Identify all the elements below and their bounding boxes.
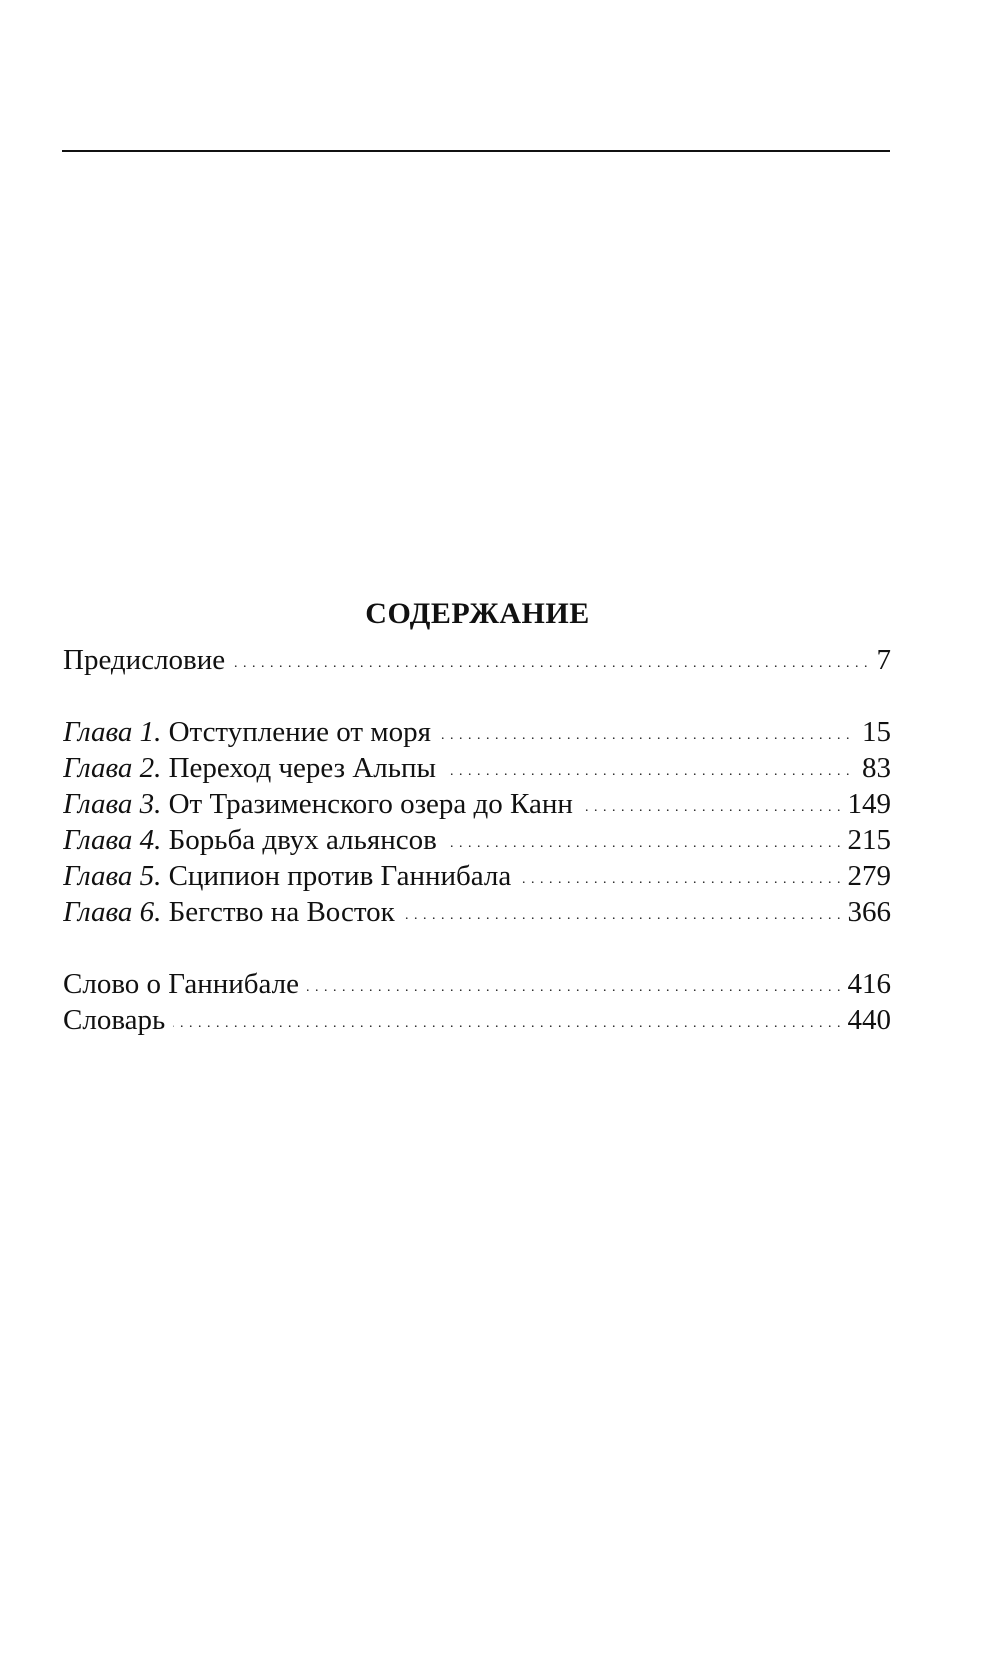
- toc-entry-label: Глава 6. Бегство на Восток: [63, 896, 403, 928]
- chapter-prefix: Глава 3.: [63, 788, 162, 820]
- toc-entry-label: Слово о Ганнибале: [63, 968, 307, 1000]
- toc-entry-chapter-1[interactable]: [63, 714, 891, 750]
- toc-entry-afterword[interactable]: [63, 966, 891, 1002]
- toc-entry-page: 279: [840, 858, 892, 894]
- toc-entry-page: 83: [854, 750, 891, 786]
- spacer: [63, 678, 891, 714]
- toc-entry-page: 440: [840, 1002, 892, 1038]
- toc-entry-label: Глава 3. От Тразименского озера до Канн: [63, 788, 581, 820]
- toc-entry-label: Глава 5. Сципион против Ганнибала: [63, 860, 519, 892]
- toc-entry-page: 7: [869, 642, 892, 678]
- toc-entry-chapter-4[interactable]: [63, 822, 891, 858]
- top-rule: [62, 150, 890, 152]
- toc-entry-page: 149: [840, 786, 892, 822]
- chapter-prefix: Глава 2.: [63, 752, 162, 784]
- toc-entry-label: Глава 1. Отступление от моря: [63, 716, 439, 748]
- toc-entry-label: Глава 4. Борьба двух альянсов: [63, 824, 445, 856]
- toc-entry-label: Глава 2. Переход через Альпы: [63, 752, 444, 784]
- toc-entry-page: 215: [840, 822, 892, 858]
- chapter-prefix: Глава 6.: [63, 896, 162, 928]
- chapter-prefix: Глава 4.: [63, 824, 162, 856]
- toc-entry-chapter-2[interactable]: [63, 750, 891, 786]
- toc-entry-chapter-6[interactable]: [63, 894, 891, 930]
- toc-entry-preface[interactable]: [63, 642, 891, 678]
- toc-entry-page: 366: [840, 894, 892, 930]
- toc-entry-chapter-3[interactable]: [63, 786, 891, 822]
- table-of-contents: [63, 642, 891, 1038]
- toc-entry-page: 416: [840, 966, 892, 1002]
- spacer: [63, 930, 891, 966]
- toc-entry-chapter-5[interactable]: [63, 858, 891, 894]
- chapter-prefix: Глава 5.: [63, 860, 162, 892]
- chapter-prefix: Глава 1.: [63, 716, 162, 748]
- toc-entry-page: 15: [854, 714, 891, 750]
- toc-entry-label: Словарь: [63, 1004, 173, 1036]
- toc-title: СОДЕРЖАНИЕ: [365, 597, 590, 631]
- toc-entry-glossary[interactable]: [63, 1002, 891, 1038]
- toc-entry-label: Предисловие: [63, 644, 233, 676]
